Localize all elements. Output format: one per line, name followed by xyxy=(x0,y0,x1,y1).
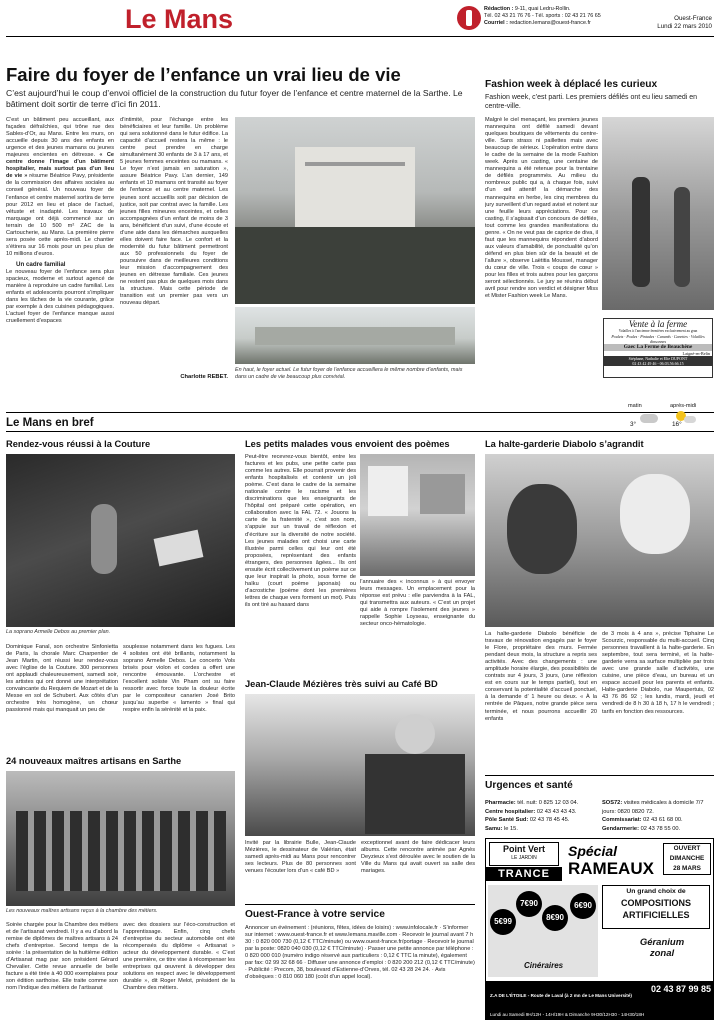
couture-caption: La soprano Armelle Debos au premier plan. xyxy=(6,629,111,635)
geranium-label xyxy=(632,937,692,959)
compositions-box xyxy=(602,885,710,929)
ferme-ad-farm: Gaec La Ferme de Beauchêne xyxy=(604,344,712,351)
petits-title: Les petits malades vous envoient des poèmes xyxy=(245,439,450,449)
geranium-text: Géranium xyxy=(639,937,685,948)
special-label: Spécial xyxy=(568,843,618,859)
urgence-value: tél. nuit: 0 825 12 03 04. xyxy=(517,800,579,806)
urgence-item xyxy=(485,808,597,817)
redaction-block xyxy=(484,6,654,27)
ferme-ad-place: Laigné-en-Belin xyxy=(682,350,710,356)
ouvert-box xyxy=(663,843,711,875)
diabolo-title: La halte-garderie Diabolo s’agrandit xyxy=(485,439,644,449)
point-vert-brand-sub: LE JARDIN xyxy=(511,855,537,861)
ferme-ad-names: Stéphane, Nathalie et Elie DUPONT xyxy=(604,356,712,361)
ouvert-date: 28 MARS xyxy=(673,865,701,872)
urgence-value: 02 43 78 45 45. xyxy=(529,817,570,823)
page-city-title: Le Mans xyxy=(125,4,234,34)
courriel-label: Courriel : xyxy=(484,20,508,26)
mezieres-title: Jean-Claude Mézières très suivi au Café BD xyxy=(245,679,438,689)
brief-top-rule xyxy=(6,412,714,413)
services-text: Annoncer un événement : (réunions, fêtes, idées de loisirs) : www.infolocale.fr · S’informer sur internet : www.ouest-france.fr et www.lemans.maville.com · Recevoir le journal avant 7 h 30 : 0 820 000 730 (0,12 € TTC/minute) ou www.ouest-france.fr/portage · Recevoir le journal par la poste: 0820 040 030 (0,12 € TTC/minute) · Passer une petite annonce par téléphone : 0 820 000 010 (numéro indigo réservé aux particuliers : 0,12 € TTC la minute), également par fax: 02 99 32 68 66 · Diffuser une annonce d’emploi : 0 820 200 212 (0,12 € TTC/minute) · Publicité : Precom, 38, boulevard d’Estienne-d’Orves, tél. 02 43 28 24 24. · Avis d’obsèques : 0 810 060 180 (coût d’un appel local). xyxy=(245,925,475,981)
couture-column-2: souplesse notamment dans les fugues. Les 4 solistes ont été brillants, notamment la soprano Armelle Debos. Le concerto Vols brisés pour violon et cordes a offert une rencontre émouvante. L’orchestre et l’excellent soliste Vin Pham ont su faire ressortir avec force toute la douleur écrite par le compositeur canarien José Brito jusqu’au superbe « lamento » final qui respire enfin la sérénité et la paix. xyxy=(123,644,235,714)
lead-author: Charlotte REBET. xyxy=(180,374,228,380)
urgence-key: Samu: xyxy=(485,825,503,832)
lead-col1c: résume Béatrice Pavy, présidente de la commission des affaires sociales au conseil général. Un nouveau foyer de l’enfance et centre maternel sortira de terre pour 2012 en lieu et place de l’actuel, vétuste et inadapté. Les travaux de marquage ont déjà commencé sur un terrain de 10 500 m² ZAC de la Cartoucherie, au Mans. La première pierre sera posée cette après-midi. Le chantier s’étirera sur 16 mois pour un peu plus de 10 millions d’euros. xyxy=(6,173,114,257)
brief-bottom-rule xyxy=(6,431,714,432)
mezieres-column-2: exceptionnel avant de faire dédicacer leurs albums. Cette rencontre animée par Agnès Deyzieux s’est déroulée avec le soutien de la Ville du Mans qui avait ouvert sa salle des mariages. xyxy=(361,840,475,875)
weather-morning-temp: 3° xyxy=(630,421,637,428)
price-tag: 7€90 xyxy=(516,891,542,917)
petits-photo xyxy=(360,454,475,576)
redaction-address: 9-11, quai Ledru-Rollin. xyxy=(514,6,571,12)
fashion-intro: Fashion week, c’est parti. Les premiers défilés ont eu lieu samedi en centre-ville. xyxy=(485,94,698,110)
point-vert-ad xyxy=(485,838,714,1020)
ouvert-label: OUVERT xyxy=(673,845,701,852)
urgence-item xyxy=(602,825,714,834)
couture-title: Rendez-vous réussi à la Couture xyxy=(6,439,151,449)
point-vert-brand: Point Vert xyxy=(502,844,545,854)
ouest-france-logo xyxy=(457,6,481,30)
urgence-value: 02 43 43 43 43. xyxy=(536,808,577,815)
fashion-photo xyxy=(602,117,714,310)
urgence-key: Gendarmerie: xyxy=(602,825,639,832)
petits-column-1: Peut-être recevrez-vous bientôt, entre les factures et les pubs, une petite carte pas comme les autres. Elle pourrait provenir des enfants hospitalisés et contenir un joli poème. C’est dans le cadre de la semaine nationale contre le racisme et les discriminations que les enseignants de l’hôpital ont préparé cette opération, en collaboration avec la FAL 72. « Jouons la carte de la fraternité », c’est son nom, s’appuie sur un travail de réflexion et d’écriture sur la diversité de notre société. Les jeunes malades ont choisi une carte illustrée parmi celles qui leur ont été proposées, représentant des enfants étrangers, des personnes âgées... Ils ont ensuite écrit collectivement un poème sur ce que leur inspirait la photo, sous forme de haïku (court poème japonais) ou d’acrostiche (poème dont les premières lettres de chaque vers forment un mot). Puis ils ont tiré au hasard dans xyxy=(245,454,356,608)
urgences-right xyxy=(602,799,714,833)
urgence-value: 02 43 78 55 00. xyxy=(640,825,681,832)
store-address: Z.A DE L’ÉTOILE - Route de Laval (à 2 mn de Le Mans Université) xyxy=(490,993,632,998)
urgence-key: Pôle Santé Sud: xyxy=(485,817,529,823)
lead-col1b: « Ce centre donne l’image d’un bâtiment hospitalier, mais surtout pas d’un lieu de vie » xyxy=(6,152,114,180)
point-vert-logo xyxy=(489,842,559,866)
dimanche-label: DIMANCHE xyxy=(669,855,705,862)
couture-concert-photo xyxy=(6,454,235,627)
lead-col1d: Le nouveau foyer de l’enfance sera plus spacieux, moderne et surtout agencé de manière à reproduire un cadre familial. Les enfants et adolescents pourront s’impliquer dans les tâches de la vie courante, grâce par exemple à des cuisines pédagogiques. L’actuel foyer de l’enfance manque aussi cruellement d’espaces xyxy=(6,268,114,325)
urgence-item xyxy=(485,816,597,825)
weather-afternoon-label: après-midi xyxy=(670,403,697,409)
mezieres-column-1: Invité par la librairie Bulle, Jean-Claude Mézières, le dessinateur de Valérian, était samedi après-midi au Mans pour rencontrer ses lecteurs. Plus de 80 personnes sont venues l’écouter lors d’un « café BD » xyxy=(245,840,356,875)
urgence-key: Pharmacie: xyxy=(485,800,516,806)
cineraires-label: Cinéraires xyxy=(524,961,564,970)
brief-heading: Le Mans en bref xyxy=(6,417,94,429)
artisans-group-photo xyxy=(6,771,235,906)
diabolo-column-1: La halte-garderie Diabolo bénéficie de travaux de rénovation engagés par le foyer le Flore, propriétaire des murs. Fermée pendant deux mois, la structure a repris ses activités. Avec des changements : une amplitude horaire élargie, des possibilités de contrats sur 4 jours, 3 jours, (une réflexion est en cours sur le temps partiel), tout en conservant la potentialité d’accueil ponctuel, à la demande d’ 1 heure ou deux. « À la rentrée de Pâques, notre grande pièce sera terminée, et nous pourrons accueillir 20 enfants xyxy=(485,631,597,722)
services-rule xyxy=(245,904,475,905)
foyer-future-render xyxy=(235,307,475,364)
services-title: Ouest-France à votre service xyxy=(245,909,385,920)
page-date: Lundi 22 mars 2010 xyxy=(657,23,712,30)
urgence-item xyxy=(602,816,714,825)
point-vert-footer xyxy=(486,981,714,1020)
ferme-ad-items: Poulets · Poules · Pintades · Canards · Canettes · Volailles dinsonnes xyxy=(611,333,705,344)
fashion-title: Fashion week à déplacé les curieux xyxy=(485,79,658,90)
paper-name: Ouest-France xyxy=(674,15,712,22)
rameaux-label: RAMEAUX xyxy=(568,859,654,878)
ferme-ad-phone: 02 43 42 49 46 - 06.03.56.66.15 xyxy=(604,361,712,366)
urgence-key: Commissariat: xyxy=(602,817,642,823)
cloud-icon xyxy=(640,414,658,423)
weather-morning-label: matin xyxy=(628,403,642,409)
sun-cloud-icon xyxy=(684,416,696,423)
store-phone: 02 43 87 99 85 xyxy=(650,984,711,994)
price-tag: 5€99 xyxy=(490,909,516,935)
store-hours: Lundi au Samedi 9H/12H - 14H/19H & Dimanche 9H30/12H30 - 14H30/18H xyxy=(490,1012,645,1017)
lead-title: Faire du foyer de l’enfance un vrai lieu de vie xyxy=(6,64,401,85)
artisans-column-2: avec des dossiers sur l’éco-construction et l’apprentissage. Enfin, cinq chefs d’entreprise du secteur automobile ont été récompensés du diplôme « Artisanat » acteur du développement durable. « C’est une première, ce titre vise à récompenser les entreprises qui œuvrent à développer des solutions en respect avec le développement durable », dit Roger Melot, président de la Chambre des métiers. xyxy=(123,922,235,992)
weather-afternoon-temp: 16° xyxy=(672,421,682,428)
urgence-item xyxy=(485,825,597,834)
urgences-left xyxy=(485,799,597,833)
artisans-caption: Les nouveaux maîtres artisans reçus à la chambre des métiers. xyxy=(6,908,158,914)
couture-column-1: Dominique Fanal, son orchestre Sinfonietta de Paris, la chorale Marc Charpentier de Jean Martin, ont réussi leur rendez-vous avec l’église de la Couture. 300 personnes ont applaudi chaleureusement, samedi soir, les artistes qui ont donné une interprétation convaincante du Requiem de Mozart et de la Messe en sol de Schubert. Aux côtés d’un orchestre très homogène, un chœur passionné mais qui manquait un peu de xyxy=(6,644,118,714)
diabolo-photo xyxy=(485,454,714,627)
artisans-title: 24 nouveaux maîtres artisans en Sarthe xyxy=(6,756,182,766)
petits-column-2: l’annuaire des « inconnus » à qui envoyer leurs messages. Un emplacement pour la réponse est prévu : elle parviendra à la FAL, qui transmettra aux auteurs. « C’est un projet qui aide à rompre l’isolement des jeunes » rappelle Sophie Loyseau, enseignante du secteur onco-hématologie. xyxy=(360,579,475,628)
urgence-item xyxy=(602,799,714,816)
courriel-email[interactable]: redaction.lemans@ouest-france.fr xyxy=(509,20,591,26)
header-rule xyxy=(6,36,714,37)
price-tags xyxy=(488,885,598,977)
lead-column-1 xyxy=(6,117,114,381)
price-tag: 6€90 xyxy=(570,893,596,919)
ferme-ad xyxy=(603,318,713,378)
fashion-body: Malgré le ciel menaçant, les premiers jeunes mannequins ont défilé samedi devant quelques boutiques de vêtements du centre-ville. Sans strass ni paillettes mais avec beaucoup de sérieux. L’opération entre dans le cadre de la semaine de la mode Fashion week. Après un casting, une centaine de mannequins a été retenue pour la trentaine de défilés programmés. Au milieu du nombreux public qui a, à chaque fois, suivi d’un œil attentif la démarche des mannequins en herbe, les cinq membres du jury surveillent d’un regard avisé et notent sur une feuille leurs appréciations. Pour ce casting, il s’agissait d’un concours de défilés, tout comme les grandes manifestations du genre. « On ne veut pas de caprice de diva, il faut que les mannequins répondent d’abord aux valeurs d’amabilité, de ponctualité qu’on défend en plus bien sûr de la beauté et de l’allure », observe Laëtitia Moussel, manager du cœur de ville. Trois « coups de cœur » pour les filles et trois autres pour les garçons seront sélectionnés. Le jury se réunira début avril pour rendre son verdict et désigner Miss et Mister Fashion week Le Mans. xyxy=(485,117,598,300)
lead-subheading: Un cadre familial xyxy=(16,260,66,268)
zonal-text: zonal xyxy=(649,948,675,959)
choix-label: Un grand choix de xyxy=(626,888,686,895)
redaction-phones: Tél. 02 43 21 76 76 - Tél. sports : 02 43 21 76 65 xyxy=(484,13,601,19)
lead-col1a: C’est un bâtiment peu accueillant, aux façades défraîchies, qui trône rue des Sables-d’Or, au Mans. Entre les murs, on accueille depuis 30 ans des enfants en urgence et des jeunes mamans ou jeunes majeures encientes en détresse. xyxy=(6,117,114,159)
urgence-key: Centre hospitalier: xyxy=(485,808,536,815)
urgence-key: SOS72: xyxy=(602,800,623,806)
mezieres-photo xyxy=(245,694,475,836)
artisans-column-1: Soirée chargée pour la Chambre des métiers et de l’artisanat vendredi. Il y a eu d’abord la remise de diplômes de maîtres artisans à 24 chefs d’entreprise. Second temps de la soirée : la présentation de la huitième édition d’Artisanat mag par son président Gérard Chevalier. Cette revue annuelle de belle facture a été tirée à 40 000 exemplaires pour son édition sarthoise. Elle traite comme son nom l’indique des métiers de l’artisanat xyxy=(6,922,118,992)
ferme-ad-sub: Volailles à l’ancienne fermières exclusivement au gran xyxy=(618,329,698,333)
lead-intro: C’est aujourd’hui le coup d’envoi officiel de la construction du futur foyer de l’enfance et centre maternel de la Sarthe. Le bâtiment doit sortir de terre d’ici fin 2011. xyxy=(6,88,463,109)
ferme-ad-title: Vente à la ferme xyxy=(628,319,688,329)
compositions-label: COMPOSITIONS xyxy=(620,898,691,908)
redaction-label: Rédaction : xyxy=(484,6,514,12)
urgence-value: 02 43 61 68 00. xyxy=(643,817,683,823)
urgence-item xyxy=(485,799,597,808)
urgences-title: Urgences et santé xyxy=(485,780,573,791)
trance-label: TRANCE xyxy=(486,867,562,881)
diabolo-column-2: de 3 mois à 4 ans », précise Tiphaine Le Scourzic, responsable du multi-accueil. Cinq personnes travaillent à la halte-garderie. En septembre, tout sera terminé, et la halte-garderie verra sa surface multipliée par trois avec une grande salle d’activités, une cuisine, une pièce d’eau, un bureau et un espace accueil pour les parents et enfants. Halte-garderie Diabolo, rue Maupertuis, 02 43 76 86 92 ; les lundis, mardi, jeudi et vendredi de 8 h 30 à 18 h, 17 h le vendredi ; tarifs en fonction des ressources. xyxy=(602,631,714,715)
urgence-value: le 15. xyxy=(503,825,518,832)
price-tag: 8€90 xyxy=(542,905,568,931)
urgences-rule xyxy=(485,775,714,776)
artificielles-label: ARTIFICIELLES xyxy=(622,910,690,920)
foyer-current-photo xyxy=(235,117,475,304)
urgence-value: visites médicales à domicile 7/7 jours: 0820 0820 72. xyxy=(602,800,704,815)
lead-column-2: d’intimité, pour l’échange entre les bénéficiaires et leur famille. Un problème qui sera solutionné dans le futur édifice. La capacité d’accueil restera la même : le centre peut prendre en charge simultanément 30 enfants de 3 à 17 ans, et 5 jeunes femmes enceintes ou mamans. « Le foyer n’est jamais en saturation », assure Béatrice Pavy. L’an dernier, 149 enfants et 10 mamans ont transité au foyer de l’enfance et au centre maternel. Les jeunes sont accueillis soit par décision de justice, soit par contrat avec la famille. Les jeunes filles mineures enceintes, et celles accompagnées d’un enfant de moins de 3 ans, bénéficient d’un suivi, d’une écoute et d’une aide dans les démarches auxquelles elles doivent faire face. Le confort et la modernité du futur bâtiment permettront aux 50 professionnels du foyer de poursuivre dans de meilleures conditions leur mission d’accompagnement des jeunes en détresse familiale. Ces jeunes ne restent pas plus de quelques mois dans la structure. Mais cette période de transition est un premier pas vers un nouveau départ. xyxy=(120,117,228,307)
lead-photo-caption: En haut, le foyer actuel. Le futur foyer de l’enfance accueillera le même nombre d’enfants, mais dans un cadre de vie beaucoup plus convivial. xyxy=(235,367,463,380)
